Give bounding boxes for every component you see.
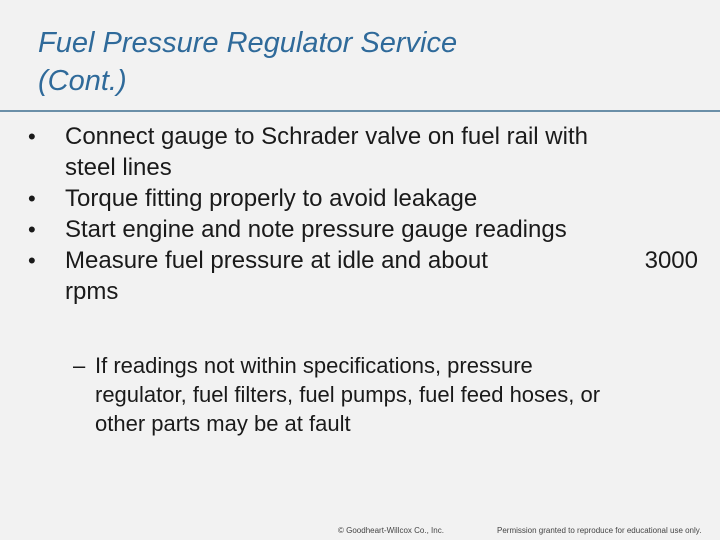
bullet-dot: • <box>28 186 36 211</box>
bullet-item <box>28 245 698 307</box>
slide-title-line-2: (Cont.) <box>38 65 127 97</box>
bullet-list <box>28 121 698 307</box>
bullet-text-line: Start engine and note pressure gauge readings <box>65 216 567 243</box>
bullet-item <box>28 183 698 214</box>
bullet-text <box>65 183 698 214</box>
bullet-dot: • <box>28 248 36 273</box>
bullet-dot: • <box>28 217 36 242</box>
bullet-text-line: Measure fuel pressure at idle and about <box>65 247 488 274</box>
permission-notice: Permission granted to reproduce for educational use only. <box>497 526 702 535</box>
sub-bullet-list <box>73 351 703 438</box>
bullet-text-line: Torque fitting properly to avoid leakage <box>65 185 478 212</box>
bullet-text <box>65 214 698 245</box>
sub-bullet-text-line: regulator, fuel filters, fuel pumps, fuel feed hoses, or <box>95 382 601 407</box>
sub-bullet-text-line: If readings not within specifications, pressure <box>95 353 533 378</box>
sub-bullet-dash: – <box>73 353 86 378</box>
sub-bullet-item <box>73 351 703 438</box>
bullet-text-line: steel lines <box>65 154 172 181</box>
slide-title <box>38 24 698 100</box>
bullet-text <box>65 245 698 307</box>
bullet-text-row <box>65 245 698 276</box>
bullet-text <box>65 121 698 183</box>
slide-title-line-1: Fuel Pressure Regulator Service <box>38 27 458 59</box>
bullet-text-line: Connect gauge to Schrader valve on fuel rail with <box>65 123 588 150</box>
sub-bullet-text-line: other parts may be at fault <box>95 411 351 436</box>
bullet-item <box>28 214 698 245</box>
title-area <box>0 0 720 112</box>
bullet-text-line: rpms <box>65 278 119 305</box>
footer <box>0 523 720 539</box>
bullet-text-number: 3000 <box>644 247 698 274</box>
copyright-notice: © Goodheart-Willcox Co., Inc. <box>338 526 444 535</box>
bullet-dot: • <box>28 124 36 149</box>
bullet-item <box>28 121 698 183</box>
